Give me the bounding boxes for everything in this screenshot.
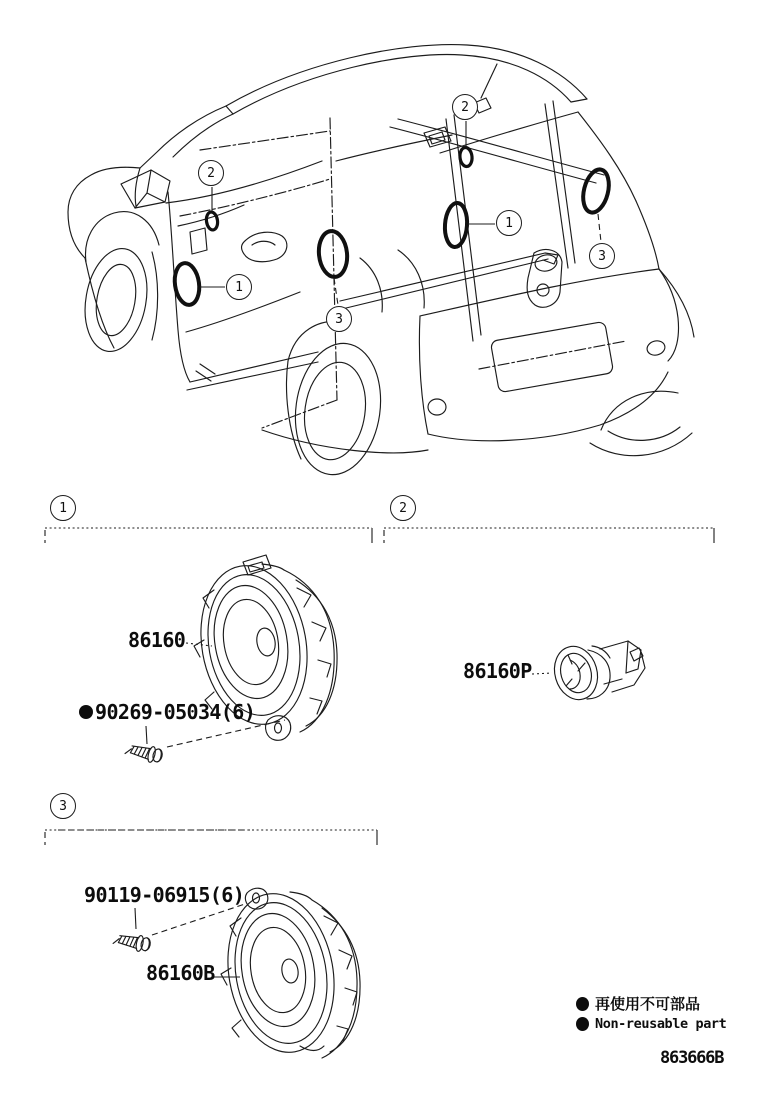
section-brackets — [45, 528, 714, 845]
callout-left-tweeter[interactable] — [198, 160, 224, 186]
part-number-text: 86160P — [463, 659, 532, 683]
callout-right-quarter-speaker[interactable] — [496, 210, 522, 236]
screw-90119-drawing — [113, 930, 152, 953]
non-reusable-dot-icon — [576, 997, 589, 1011]
leader-screw1-label — [146, 726, 147, 744]
part-number-86160B[interactable] — [146, 963, 215, 983]
part-number-text: 86160B — [146, 961, 215, 985]
figure-number: 863666B — [660, 1048, 724, 1068]
callout-label: 1 — [505, 215, 513, 231]
callout-label: 1 — [235, 279, 243, 295]
part-number-text: 90119-06915(6) — [84, 883, 245, 907]
callout-label: 2 — [207, 165, 215, 181]
leader-screw3 — [152, 904, 245, 935]
non-reusable-dot-icon — [79, 705, 93, 719]
part-number-86160P[interactable] — [463, 661, 532, 681]
legend-row-jp — [576, 993, 700, 1014]
callout-left-rear-speaker[interactable] — [326, 306, 352, 332]
callout-label: 3 — [598, 248, 606, 264]
legend-text-en: Non-reusable part — [595, 1016, 727, 1032]
leader-86160P — [532, 673, 552, 674]
section-1-badge[interactable] — [50, 495, 76, 521]
callout-label: 2 — [461, 99, 469, 115]
tweeter-86160P-drawing — [548, 641, 645, 705]
non-reusable-dot-icon — [576, 1017, 589, 1031]
speaker-86160B-drawing — [216, 885, 360, 1061]
section-3-badge[interactable] — [50, 793, 76, 819]
callout-label: 3 — [335, 311, 343, 327]
section-2-badge[interactable] — [390, 495, 416, 521]
callout-left-door-speaker[interactable] — [226, 274, 252, 300]
leader-screw3-label — [135, 908, 136, 929]
part-number-86160[interactable] — [128, 630, 185, 650]
legend-row-en — [576, 1016, 726, 1032]
part-number-90269[interactable] — [79, 702, 255, 722]
screw-90269-drawing — [124, 740, 163, 764]
section-number: 3 — [59, 798, 67, 814]
part-number-90119[interactable] — [84, 885, 244, 905]
section-number: 1 — [59, 500, 67, 516]
callout-right-tweeter[interactable] — [452, 94, 478, 120]
part-number-text: 90269-05034(6) — [95, 700, 256, 724]
callout-right-rear-speaker[interactable] — [589, 243, 615, 269]
legend-text-jp: 再使用不可部品 — [595, 995, 701, 1013]
callout-leader-lines — [200, 121, 601, 305]
section-number: 2 — [399, 500, 407, 516]
part-number-text: 86160 — [128, 628, 186, 652]
